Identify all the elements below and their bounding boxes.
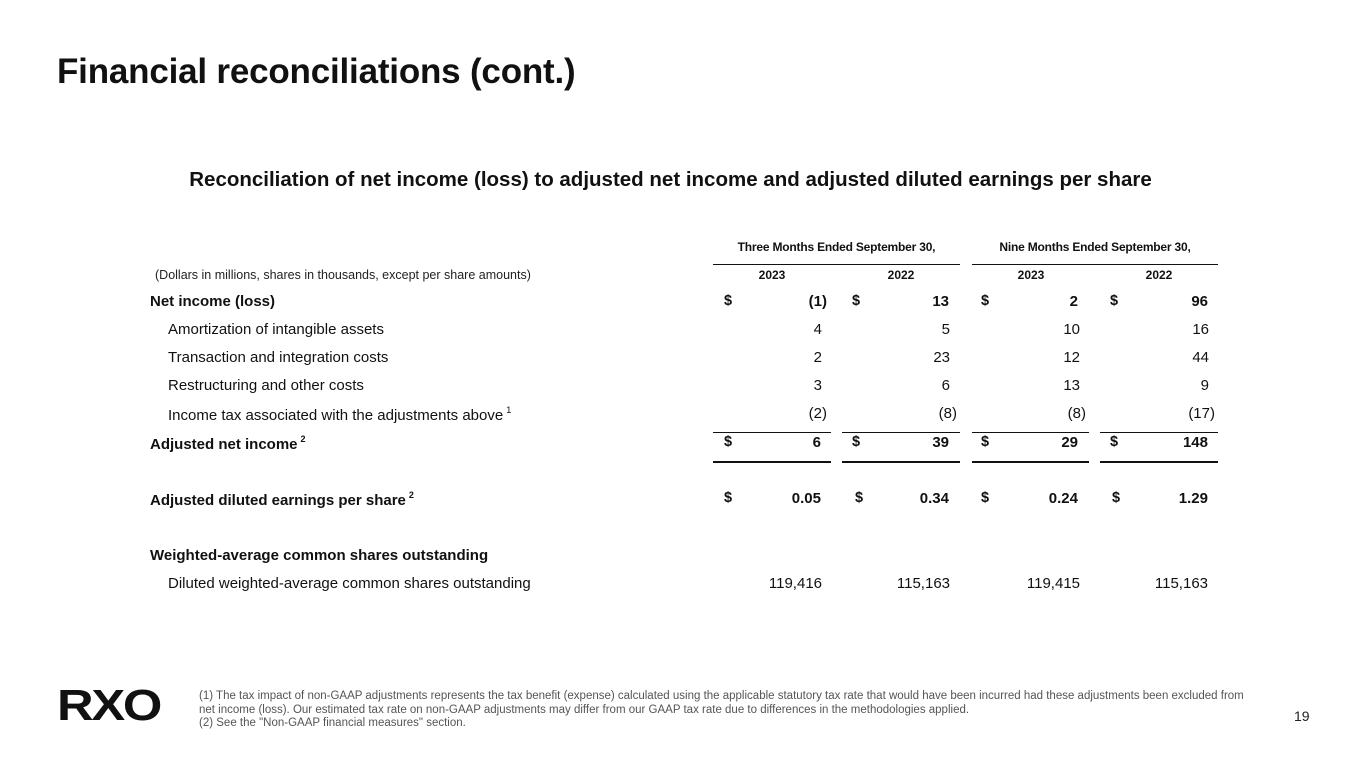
row-label bbox=[150, 490, 414, 509]
row-adjusted-net-income bbox=[0, 434, 1365, 458]
total-rule bbox=[972, 461, 1089, 463]
value-cell: 115,163 bbox=[896, 575, 950, 592]
row-label: Diluted weighted-average common shares outstanding bbox=[168, 575, 531, 592]
value-cell: 12 bbox=[1063, 349, 1080, 366]
subtotal-rule bbox=[972, 432, 1089, 433]
value-cell: 148 bbox=[1182, 434, 1208, 451]
footnotes bbox=[199, 690, 1261, 731]
header-underline-nine-months bbox=[972, 264, 1218, 265]
value-cell: 44 bbox=[1192, 349, 1209, 366]
row-label-text: Income tax associated with the adjustments above bbox=[168, 407, 504, 424]
value-cell: 13 bbox=[1063, 377, 1080, 394]
dollar-sign: $ bbox=[981, 490, 990, 506]
value-cell: (8) bbox=[938, 405, 957, 422]
value-cell: 6 bbox=[941, 377, 950, 394]
header-three-months: Three Months Ended September 30, bbox=[737, 240, 936, 254]
value-cell: 115,163 bbox=[1154, 575, 1208, 592]
row-label: Net income (loss) bbox=[150, 293, 276, 310]
value-cell: 23 bbox=[933, 349, 950, 366]
year-header: 2022 bbox=[887, 268, 915, 282]
dollar-sign: $ bbox=[724, 434, 733, 450]
dollar-sign: $ bbox=[981, 434, 990, 450]
dollar-sign: $ bbox=[1112, 490, 1121, 506]
dollar-sign: $ bbox=[1110, 434, 1119, 450]
row-label: Weighted-average common shares outstanding bbox=[150, 547, 489, 564]
row-transaction-costs bbox=[0, 349, 1365, 373]
value-cell: (2) bbox=[808, 405, 827, 422]
value-cell: 29 bbox=[1061, 434, 1078, 451]
rxo-logo bbox=[57, 684, 161, 724]
row-restructuring bbox=[0, 377, 1365, 401]
row-label: Restructuring and other costs bbox=[168, 377, 364, 394]
row-diluted-shares bbox=[0, 575, 1365, 599]
dollar-sign: $ bbox=[724, 490, 733, 506]
row-net-income bbox=[0, 293, 1365, 317]
value-cell: 2 bbox=[1069, 293, 1078, 310]
value-cell: 5 bbox=[941, 321, 950, 338]
row-weighted-heading bbox=[0, 547, 1365, 571]
row-label bbox=[168, 405, 511, 424]
total-rule bbox=[1100, 461, 1218, 463]
value-cell: 119,415 bbox=[1026, 575, 1080, 592]
value-cell: 9 bbox=[1200, 377, 1209, 394]
row-label-text: Adjusted net income bbox=[150, 436, 298, 453]
row-label: Transaction and integration costs bbox=[168, 349, 389, 366]
value-cell: 39 bbox=[932, 434, 949, 451]
dollar-sign: $ bbox=[724, 293, 733, 309]
total-rule bbox=[842, 461, 960, 463]
value-cell: 119,416 bbox=[768, 575, 822, 592]
dollar-sign: $ bbox=[852, 434, 861, 450]
footnote-marker: 2 bbox=[408, 490, 414, 500]
value-cell: (8) bbox=[1067, 405, 1086, 422]
year-header: 2022 bbox=[1145, 268, 1173, 282]
value-cell: 16 bbox=[1192, 321, 1209, 338]
value-cell: 10 bbox=[1063, 321, 1080, 338]
row-adjusted-eps bbox=[0, 490, 1365, 514]
value-cell: 4 bbox=[813, 321, 822, 338]
footnote-1: (1) The tax impact of non-GAAP adjustments represents the tax benefit (expense) calculated using the applicable statutory tax rate that would have been incurred had these adjustments been excluded from net income (loss). Our estimated tax rate on non-GAAP adjustments may differ from our GAAP tax rate due to differences in the methodologies applied. bbox=[199, 690, 1244, 716]
value-cell: (1) bbox=[808, 293, 827, 310]
row-label bbox=[150, 434, 306, 453]
year-header: 2023 bbox=[758, 268, 786, 282]
header-nine-months: Nine Months Ended September 30, bbox=[999, 240, 1191, 254]
table-title: Reconciliation of net income (loss) to adjusted net income and adjusted diluted earnings per share bbox=[189, 168, 1152, 191]
footnote-2: (2) See the "Non-GAAP financial measures" section. bbox=[199, 717, 466, 729]
row-label: Amortization of intangible assets bbox=[168, 321, 384, 338]
dollar-sign: $ bbox=[1110, 293, 1119, 309]
value-cell: 2 bbox=[813, 349, 822, 366]
value-cell: 0.24 bbox=[1048, 490, 1078, 507]
row-income-tax bbox=[0, 405, 1365, 429]
footnote-marker: 1 bbox=[506, 405, 512, 415]
dollar-sign: $ bbox=[852, 293, 861, 309]
row-amortization bbox=[0, 321, 1365, 345]
subtotal-rule bbox=[713, 432, 831, 433]
value-cell: 96 bbox=[1191, 293, 1208, 310]
value-cell: 3 bbox=[813, 377, 822, 394]
subtotal-rule bbox=[1100, 432, 1218, 433]
dollar-sign: $ bbox=[981, 293, 990, 309]
total-rule bbox=[713, 461, 831, 463]
logo-text: RXO bbox=[57, 684, 161, 724]
value-cell: 6 bbox=[812, 434, 821, 451]
value-cell: (17) bbox=[1188, 405, 1215, 422]
footnote-marker: 2 bbox=[300, 434, 306, 444]
subtotal-rule bbox=[842, 432, 960, 433]
page-number: 19 bbox=[1294, 708, 1310, 724]
header-underline-three-months bbox=[713, 264, 960, 265]
row-label-text: Adjusted diluted earnings per share bbox=[150, 492, 406, 509]
value-cell: 0.05 bbox=[791, 490, 821, 507]
dollar-sign: $ bbox=[855, 490, 864, 506]
year-header: 2023 bbox=[1017, 268, 1045, 282]
units-note: (Dollars in millions, shares in thousands, except per share amounts) bbox=[155, 268, 531, 282]
value-cell: 13 bbox=[932, 293, 949, 310]
value-cell: 1.29 bbox=[1178, 490, 1208, 507]
page-title: Financial reconciliations (cont.) bbox=[57, 52, 576, 91]
value-cell: 0.34 bbox=[919, 490, 949, 507]
